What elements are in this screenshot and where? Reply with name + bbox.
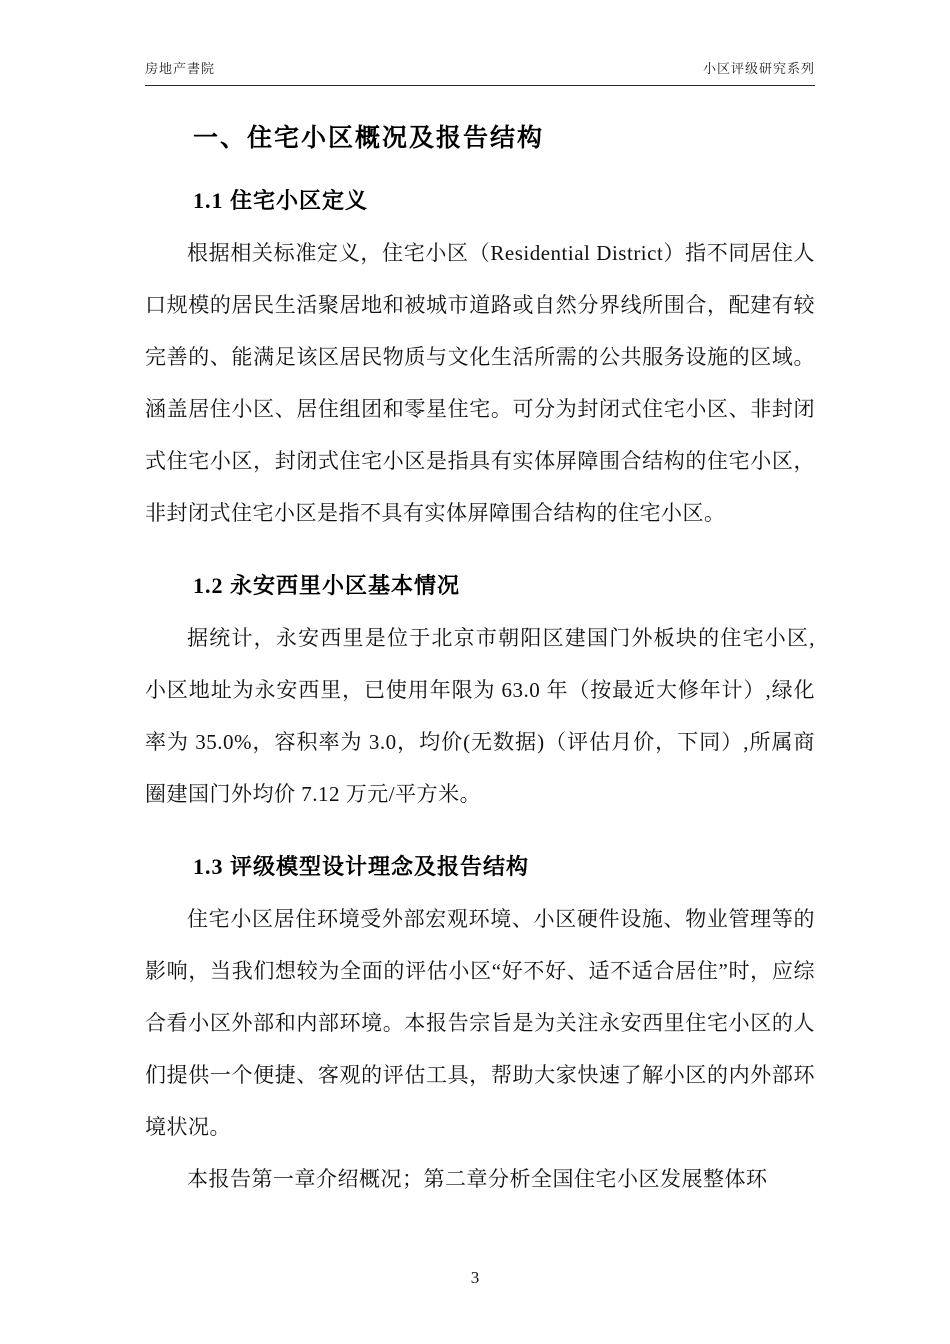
section-heading-1-2: 1.2 永安西里小区基本情况 [193, 573, 461, 598]
header-left-text: 房地产書院 [145, 61, 216, 76]
section-heading-1-3: 1.3 评级模型设计理念及报告结构 [193, 854, 530, 879]
paragraph-model-concept: 住宅小区居住环境受外部宏观环境、小区硬件设施、物业管理等的影响，当我们想较为全面的评估小区“好不好、适不适合居住”时，应综合看小区外部和内部环境。本报告宗旨是为关注永安西里住宅小区的人们提供一个便捷、客观的评估工具，帮助大家快速了解小区的内外部环境状况。 [145, 907, 815, 1139]
section-heading-1-1: 1.1 住宅小区定义 [193, 188, 369, 213]
page-header [145, 58, 815, 85]
paragraph-definition: 根据相关标准定义，住宅小区（Residential District）指不同居住人口规模的居民生活聚居地和被城市道路或自然分界线所围合，配建有较完善的、能满足该区居民物质与文化生活所需的公共服务设施的区域。涵盖居住小区、居住组团和零星住宅。可分为封闭式住宅小区、非封闭式住宅小区，封闭式住宅小区是指具有实体屏障围合结构的住宅小区，非封闭式住宅小区是指不具有实体屏障围合结构的住宅小区。 [145, 241, 815, 525]
page-footer [0, 1268, 950, 1288]
paragraph-basic-info: 据统计，永安西里是位于北京市朝阳区建国门外板块的住宅小区,小区地址为永安西里，已使用年限为 63.0 年（按最近大修年计）,绿化率为 35.0%，容积率为 3.0，均价(无数据)（评估月价，下同）,所属商圈建国门外均价 7.12 万元/平方米。 [145, 626, 815, 806]
header-right-text: 小区评级研究系列 [702, 61, 815, 76]
paragraph-report-structure: 本报告第一章介绍概况；第二章分析全国住宅小区发展整体环 [187, 1167, 768, 1191]
header-divider [145, 85, 815, 86]
page-number: 3 [470, 1268, 480, 1287]
document-title: 一、住宅小区概况及报告结构 [193, 125, 545, 152]
